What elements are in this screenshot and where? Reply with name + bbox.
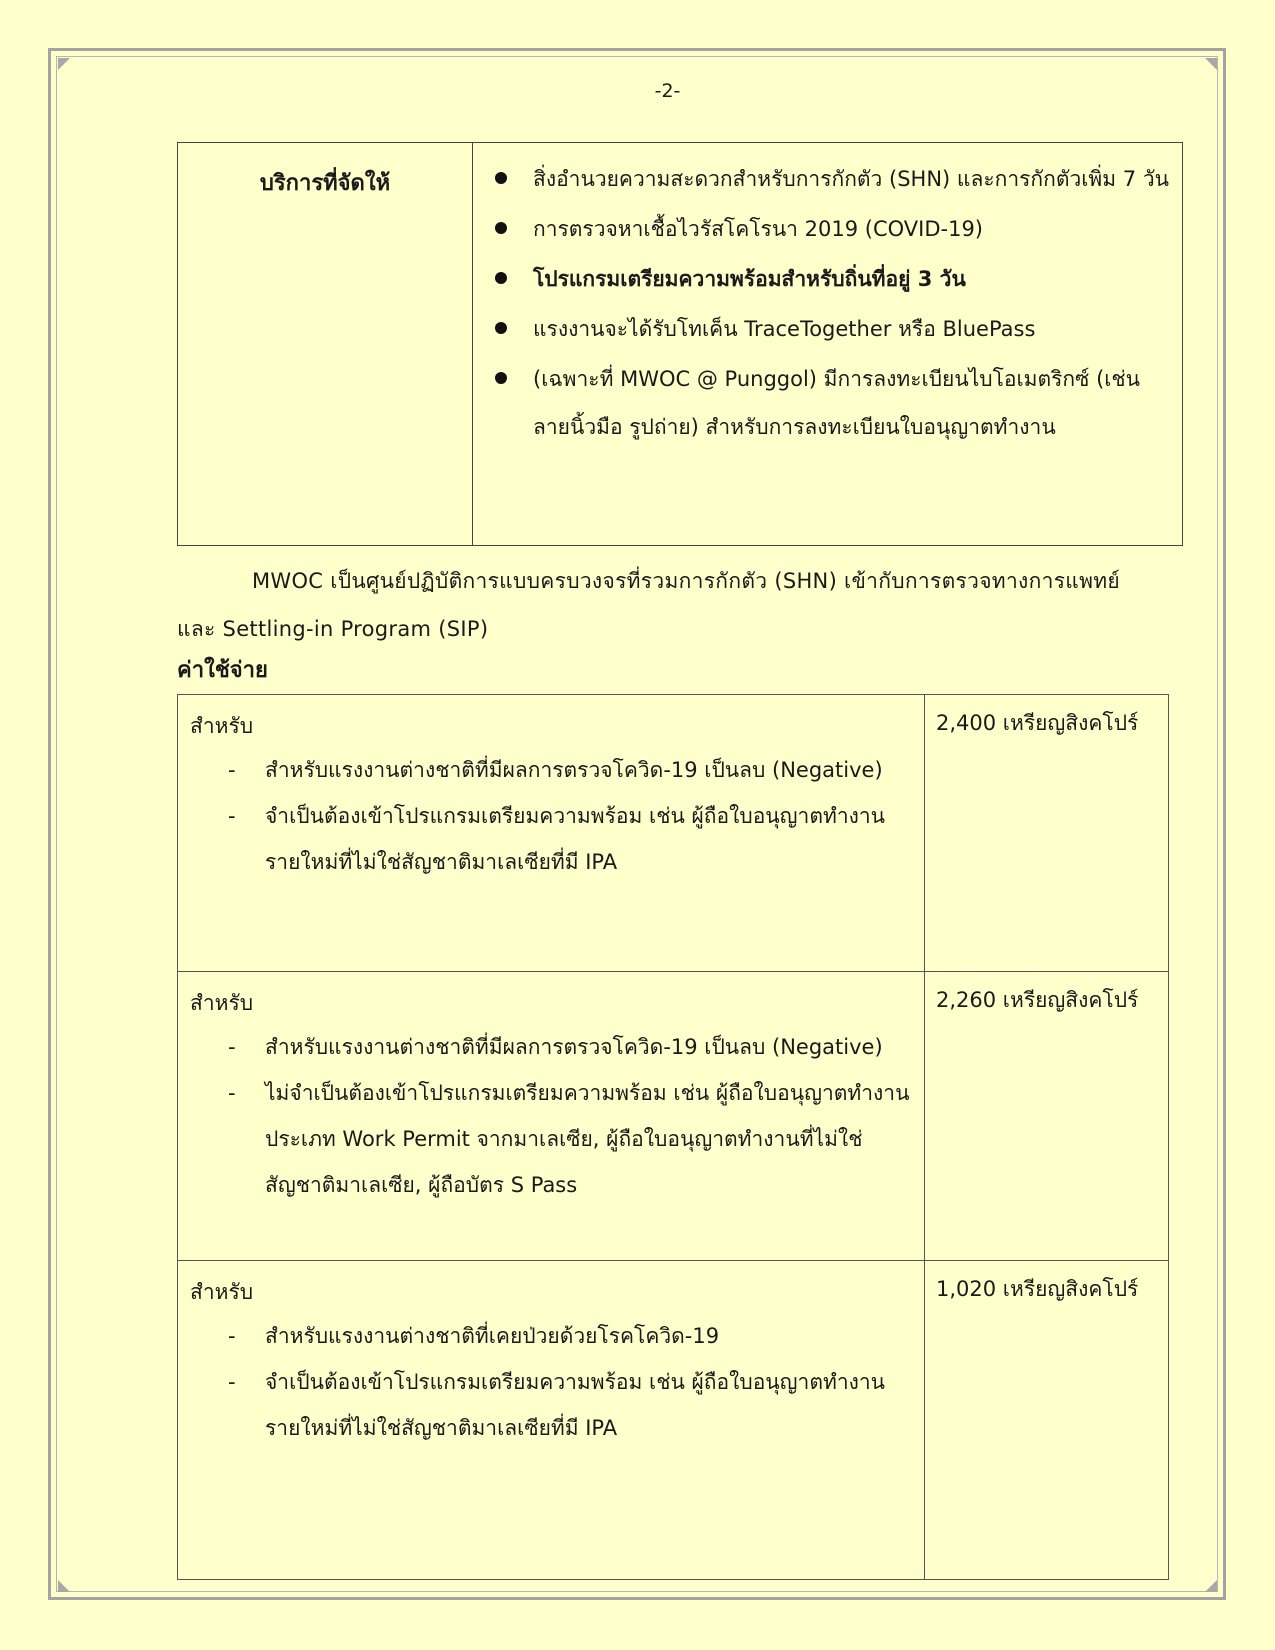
costs-price: 2,400 เหรียญสิงคโปร์ <box>925 695 1169 972</box>
services-item: (เฉพาะที่ MWOC @ Punggol) มีการลงทะเบียนไบโอเมตริกซ์ (เช่น ลายนิ้วมือ รูปถ่าย) สำหรับการลงทะเบียนใบอนุญาตทำงาน <box>473 355 1172 451</box>
services-item: สิ่งอำนวยความสะดวกสำหรับการกักตัว (SHN) และการกักตัวเพิ่ม 7 วัน <box>473 155 1172 203</box>
costs-price: 2,260 เหรียญสิงคโปร์ <box>925 972 1169 1261</box>
costs-description <box>178 1261 925 1580</box>
corner-ornament-icon <box>58 1580 70 1592</box>
costs-condition-item: - จำเป็นต้องเข้าโปรแกรมเตรียมความพร้อม เช่น ผู้ถือใบอนุญาตทำงานรายใหม่ที่ไม่ใช่สัญชาติมาเลเซียที่มี IPA <box>190 793 914 885</box>
costs-row <box>178 972 1169 1261</box>
page-number: -2- <box>654 80 681 102</box>
costs-heading: ค่าใช้จ่าย <box>177 658 268 683</box>
costs-row <box>178 695 1169 972</box>
corner-ornament-icon <box>58 58 70 70</box>
services-item: การตรวจหาเชื้อไวรัสโคโรนา 2019 (COVID-19) <box>473 205 1172 253</box>
costs-price: 1,020 เหรียญสิงคโปร์ <box>925 1261 1169 1580</box>
costs-condition-item: - สำหรับแรงงานต่างชาติที่มีผลการตรวจโควิด-19 เป็นลบ (Negative) <box>190 747 914 793</box>
costs-conditions <box>190 747 914 885</box>
description-paragraph: MWOC เป็นศูนย์ปฏิบัติการแบบครบวงจรที่รวมการกักตัว (SHN) เข้ากับการตรวจทางการแพทย์และ Settling-in Program (SIP) <box>177 569 1121 641</box>
corner-ornament-icon <box>1205 58 1217 70</box>
costs-condition-item: - สำหรับแรงงานต่างชาติที่เคยป่วยด้วยโรคโควิด-19 <box>190 1313 914 1359</box>
costs-condition-item: - สำหรับแรงงานต่างชาติที่มีผลการตรวจโควิด-19 เป็นลบ (Negative) <box>190 1024 914 1070</box>
costs-description <box>178 972 925 1261</box>
costs-row-title: สำหรับ <box>190 1280 254 1304</box>
services-table <box>177 142 1183 546</box>
services-cell <box>473 143 1183 546</box>
costs-condition-item: - จำเป็นต้องเข้าโปรแกรมเตรียมความพร้อม เช่น ผู้ถือใบอนุญาตทำงานรายใหม่ที่ไม่ใช่สัญชาติมาเลเซียที่มี IPA <box>190 1359 914 1451</box>
costs-row <box>178 1261 1169 1580</box>
corner-ornament-icon <box>1205 1580 1217 1592</box>
costs-row-title: สำหรับ <box>190 714 254 738</box>
costs-conditions <box>190 1024 914 1208</box>
costs-conditions <box>190 1313 914 1451</box>
services-item: โปรแกรมเตรียมความพร้อมสำหรับถิ่นที่อยู่ 3 วัน <box>473 255 1172 303</box>
services-list <box>473 143 1182 451</box>
costs-table <box>177 694 1169 1580</box>
costs-description <box>178 695 925 972</box>
services-label: บริการที่จัดให้ <box>178 143 473 546</box>
costs-condition-item: - ไม่จำเป็นต้องเข้าโปรแกรมเตรียมความพร้อม เช่น ผู้ถือใบอนุญาตทำงานประเภท Work Permit จากมาเลเซีย, ผู้ถือใบอนุญาตทำงานที่ไม่ใช่สัญชาติมาเลเซีย, ผู้ถือบัตร S Pass <box>190 1070 914 1208</box>
costs-row-title: สำหรับ <box>190 991 254 1015</box>
services-item: แรงงานจะได้รับโทเค็น TraceTogether หรือ BluePass <box>473 305 1172 353</box>
